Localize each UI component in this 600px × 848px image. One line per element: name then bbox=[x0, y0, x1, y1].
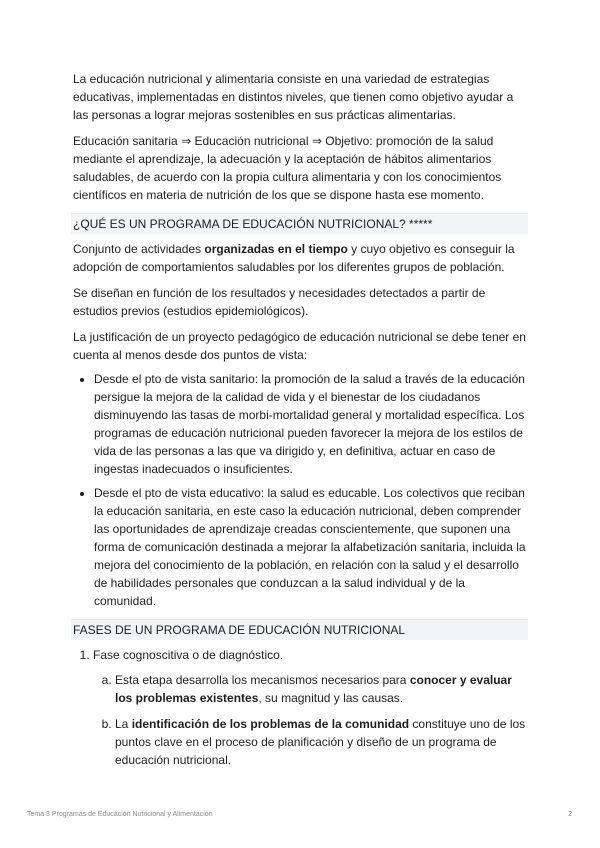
viewpoint-list bbox=[73, 370, 528, 610]
section-heading-phases: FASES DE UN PROGRAMA DE EDUCACIÓN NUTRICIONAL bbox=[71, 619, 528, 640]
justification-paragraph: La justificación de un proyecto pedagógico de educación nutricional se debe tener en cuenta al menos desde dos puntos de vista: bbox=[73, 330, 526, 362]
phase-1-sublist bbox=[93, 671, 528, 769]
list-item-sub-a: a. Esta etapa desarrolla los mecanismos necesarios para conocer y evaluar los problemas existentes, su magnitud y las causas. bbox=[115, 671, 528, 707]
page-number: 2 bbox=[568, 811, 572, 818]
list-item-sanitary: • Desde el pto de vista sanitario: la promoción de la salud a través de la educación persigue la mejora de la calidad de vida y el bienestar de los ciudadanos disminuyendo las tasas de morbi-mortalidad general y mortalidad específica. Los programas de educación nutricional pueden favorecer la mejora de los estilos de vida de las personas a las que va dirigido y, en definitiva, actuar en caso de ingestas inadecuados o insuficientes. bbox=[94, 370, 528, 478]
emphasis-organized: organizadas en el tiempo bbox=[204, 242, 348, 256]
list-item-phase-1: 1. Fase cognoscitiva o de diagnóstico. a. Esta etapa desarrolla los mecanismos necesarios para conocer y evaluar los problemas existentes, su magnitud y las causas. b. La identificación de los problemas de la comunidad constituye uno de los puntos clave en el proceso de planificación y diseño de un programa de educación nutricional. bbox=[93, 646, 528, 769]
definition-paragraph: Conjunto de actividades organizadas en el tiempo y cuyo objetivo es conseguir la adopción de comportamientos saludables por los diferentes grupos de población. bbox=[73, 242, 515, 274]
list-item-sub-b: b. La identificación de los problemas de la comunidad constituye uno de los puntos clave en el proceso de planificación y diseño de un programa de educación nutricional. bbox=[115, 715, 528, 769]
footer-title: Tema 3 Programas de Educación Nutricional y Alimentación bbox=[27, 811, 213, 818]
list-item-educational: • Desde el pto de vista educativo: la salud es educable. Los colectivos que reciban la educación sanitaria, en este caso la educación nutricional, deben comprender las oportunidades de aprendizaje creadas conscientemente, que suponen una forma de comunicación destinada a mejorar la alfabetización sanitaria, incluida la mejora del conocimiento de la población, en relación con la salud y el desarrollo de habilidades personales que conduzcan a la salud individual y de la comunidad. bbox=[94, 484, 528, 610]
intro-paragraph-2: Educación sanitaria ⇒ Educación nutricional ⇒ Objetivo: promoción de la salud mediante el aprendizaje, la adecuación y la aceptación de hábitos alimentarios saludables, de acuerdo con la propia cultura alimentaria y con los conocimientos científicos en materia de nutrición de los que se dispone hasta ese momento. bbox=[73, 134, 502, 202]
phases-list bbox=[73, 646, 528, 769]
design-paragraph: Se diseñan en función de los resultados y necesidades detectados a partir de estudios previos (estudios epidemiológicos). bbox=[73, 286, 486, 318]
intro-paragraph-1: La educación nutricional y alimentaria consiste en una variedad de estrategias educativas, implementadas en distintos niveles, que tienen como objetivo ayudar a las personas a lograr mejoras sostenibles en sus prácticas alimentarias. bbox=[73, 72, 514, 122]
document-body bbox=[73, 70, 528, 777]
section-heading-what-is: ¿QUÉ ES UN PROGRAMA DE EDUCACIÓN NUTRICIONAL? ***** bbox=[71, 213, 528, 234]
